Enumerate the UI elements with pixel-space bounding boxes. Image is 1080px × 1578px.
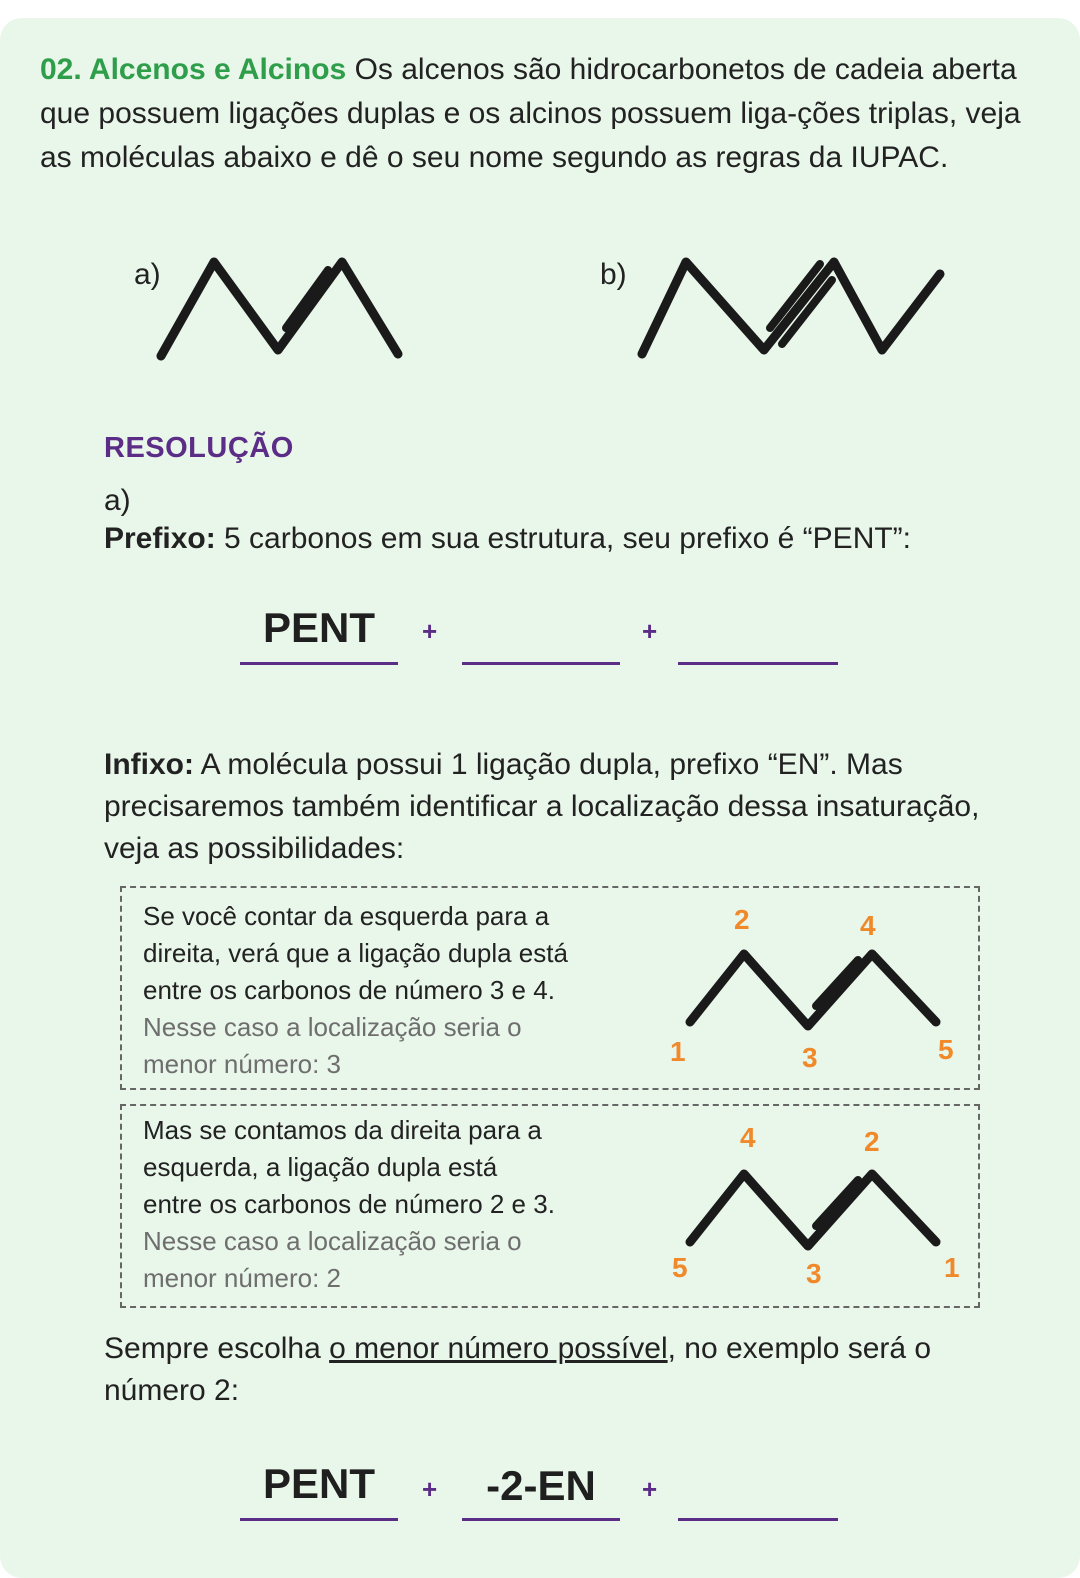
box2-carbon-top-left: 4	[740, 1122, 756, 1153]
box2-line-1: Mas se contamos da direita para a	[143, 1115, 542, 1145]
eq1-blank-1	[240, 662, 398, 665]
box1-line-3: entre os carbonos de número 3 e 4.	[143, 975, 555, 1005]
conclusion-paragraph	[104, 1328, 1024, 1412]
box2-carbon-mid: 3	[806, 1258, 822, 1289]
box2-carbon-top-right: 2	[864, 1126, 880, 1157]
exercise-text: Os alcenos são hidrocarbonetos de cadeia aberta que possuem ligações duplas e os alcinos possuem liga-ções triplas, veja as moléculas abaixo e dê o seu nome segundo as regras da IUPAC.	[40, 53, 1021, 174]
eq1-word-1: PENT	[262, 604, 375, 651]
exercise-title: 02. Alcenos e Alcinos	[40, 53, 347, 86]
box1-line-5: menor número: 3	[143, 1049, 341, 1079]
box2-text	[143, 1112, 555, 1297]
part-a-label: a)	[104, 484, 131, 517]
eq1-plus-2: +	[642, 616, 658, 646]
eq2-word-1: PENT	[262, 1460, 375, 1507]
box2-carbon-left: 5	[672, 1252, 688, 1283]
eq2-plus-2: +	[642, 1474, 658, 1504]
prefix-text: 5 carbonos em sua estrutura, seu prefixo é “PENT”:	[215, 522, 912, 555]
eq2-plus-1: +	[422, 1474, 438, 1504]
box2-line-2: esquerda, a ligação dupla está	[143, 1152, 498, 1182]
resolution-title: RESOLUÇÃO	[104, 432, 294, 464]
box1-line-4: Nesse caso a localização seria o	[143, 1012, 522, 1042]
box1-carbon-top-left: 2	[734, 904, 750, 935]
molecule-a-label: a)	[134, 258, 161, 291]
molecule-b-skeleton	[630, 250, 950, 360]
box1-carbon-right: 5	[938, 1034, 954, 1065]
prefix-paragraph	[104, 518, 911, 560]
box1-line-1: Se você contar da esquerda para a	[143, 901, 550, 931]
molecule-b-label: b)	[600, 258, 627, 291]
conclusion-underlined: o menor número possível	[329, 1332, 668, 1365]
conclusion-post: , no exemplo será o número 2:	[104, 1332, 932, 1407]
box1-line-2: direita, verá que a ligação dupla está	[143, 938, 568, 968]
molecule-a-skeleton	[150, 250, 410, 370]
box2-molecule	[680, 1160, 950, 1260]
eq2-blank-1	[240, 1518, 398, 1521]
prefix-label: Prefixo:	[104, 522, 216, 555]
eq2-word-2: -2-EN	[486, 1462, 596, 1509]
eq2-blank-2	[462, 1518, 620, 1521]
box1-molecule	[680, 940, 950, 1040]
infix-text: A molécula possui 1 ligação dupla, prefixo “EN”. Mas precisaremos também identificar a localização dessa insaturação, veja as possibilidades:	[104, 748, 980, 865]
box1-text	[143, 898, 568, 1083]
eq1-plus-1: +	[422, 616, 438, 646]
box2-line-4: Nesse caso a localização seria o	[143, 1226, 522, 1256]
eq1-blank-2	[462, 662, 620, 665]
box1-carbon-left: 1	[670, 1036, 686, 1067]
infix-label: Infixo:	[104, 748, 194, 781]
eq1-blank-3	[678, 662, 838, 665]
eq2-blank-3	[678, 1518, 838, 1521]
box2-carbon-right: 1	[944, 1252, 960, 1283]
box1-carbon-mid: 3	[802, 1042, 818, 1073]
conclusion-pre: Sempre escolha	[104, 1332, 330, 1365]
exercise-statement	[40, 48, 1050, 180]
box2-line-3: entre os carbonos de número 2 e 3.	[143, 1189, 555, 1219]
box1-carbon-top-right: 4	[860, 910, 876, 941]
infix-paragraph	[104, 744, 1004, 870]
box2-line-5: menor número: 2	[143, 1263, 341, 1293]
